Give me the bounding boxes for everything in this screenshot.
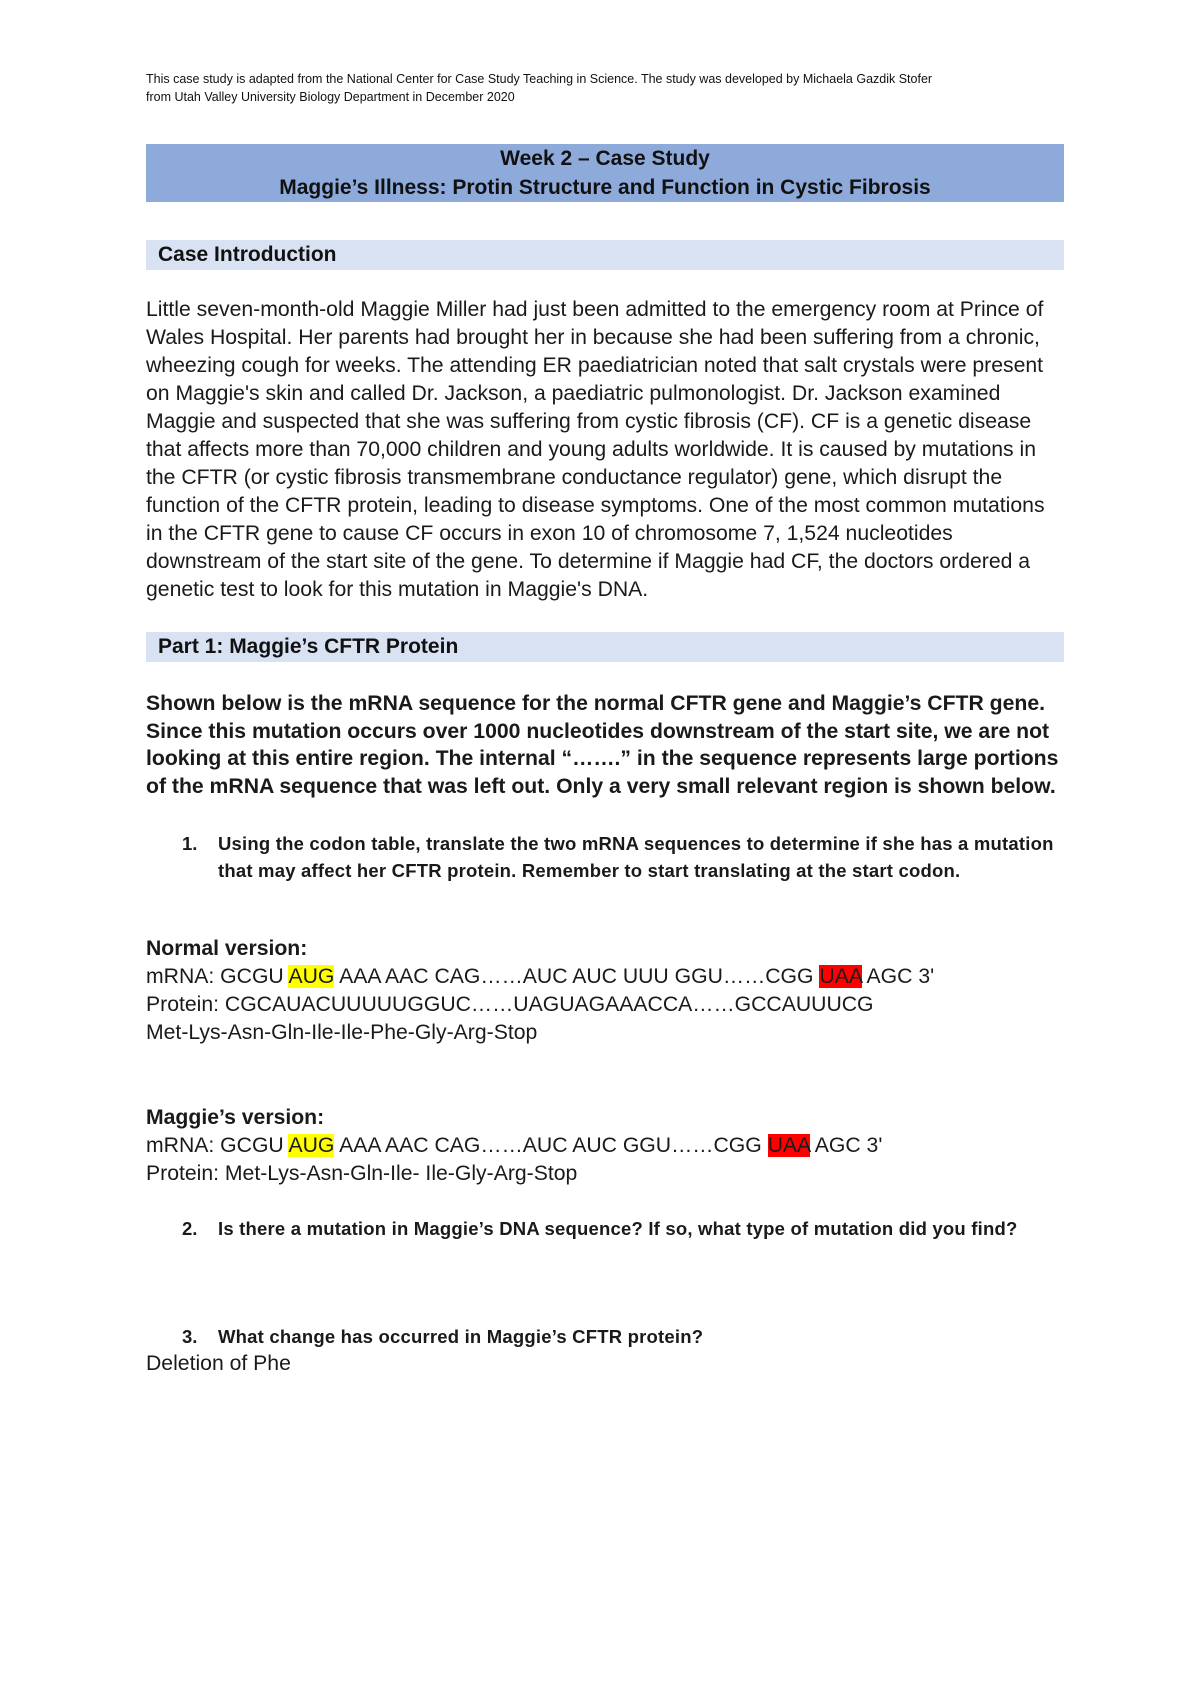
mrna-middle: AAA AAC CAG……AUC AUC GGU……CGG	[334, 1134, 768, 1157]
maggie-mrna-line	[146, 1132, 1064, 1160]
section-heading-part1	[146, 632, 1064, 662]
attribution-line-1: This case study is adapted from the National Center for Case Study Teaching in Science. The study was developed by Michaela Gazdik Stofer	[146, 72, 933, 86]
mrna-middle: AAA AAC CAG……AUC AUC UUU GGU……CGG	[334, 965, 820, 988]
normal-protein-line: Protein: CGCAUACUUUUUGGUC……UAGUAGAAACCA……GCCAUUUCG	[146, 993, 874, 1016]
question-number: 3.	[182, 1326, 198, 1347]
answer-3: Deletion of Phe	[146, 1352, 291, 1375]
maggie-protein-line: Protein: Met-Lys-Asn-Gln-Ile- Ile-Gly-Arg-Stop	[146, 1162, 578, 1185]
mrna-prefix: mRNA: GCGU	[146, 965, 289, 988]
question-3	[146, 1323, 1064, 1350]
title-main: Maggie’s Illness: Protin Structure and Function in Cystic Fibrosis	[279, 176, 931, 199]
question-1	[146, 830, 1064, 884]
mrna-suffix: AGC 3'	[861, 965, 935, 988]
title-week: Week 2 – Case Study	[500, 147, 710, 170]
start-codon-highlight: AUG	[288, 965, 335, 988]
section-heading-part1-label: Part 1: Maggie’s CFTR Protein	[158, 635, 459, 658]
section-heading-intro	[146, 240, 1064, 270]
intro-paragraph: Little seven-month-old Maggie Miller had just been admitted to the emergency room at Prince of Wales Hospital. Her parents had brought her in because she had been suffering from a chronic, wheezing cough for weeks. The attending ER paediatrician noted that salt crystals were present on Maggie's skin and called Dr. Jackson, a paediatric pulmonologist. Dr. Jackson examined Maggie and suspected that she was suffering from cystic fibrosis (CF). CF is a genetic disease that affects more than 70,000 children and young adults worldwide. It is caused by mutations in the CFTR (or cystic fibrosis transmembrane conductance regulator) gene, which disrupt the function of the CFTR protein, leading to disease symptoms. One of the most common mutations in the CFTR gene to cause CF occurs in exon 10 of chromosome 7, 1,524 nucleotides downstream of the start site of the gene. To determine if Maggie had CF, the doctors ordered a genetic test to look for this mutation in Maggie's DNA.	[146, 298, 1045, 601]
attribution-note	[146, 70, 1064, 106]
mrna-prefix: mRNA: GCGU	[146, 1134, 289, 1157]
start-codon-highlight: AUG	[288, 1134, 335, 1157]
stop-codon-highlight: UAA	[819, 965, 862, 988]
section-heading-intro-label: Case Introduction	[158, 243, 337, 266]
stop-codon-highlight: UAA	[767, 1134, 811, 1157]
question-text: What change has occurred in Maggie’s CFTR protein?	[218, 1326, 704, 1347]
attribution-line-2: from Utah Valley University Biology Department in December 2020	[146, 90, 515, 104]
mrna-suffix: AGC 3'	[810, 1134, 883, 1157]
normal-version-heading: Normal version:	[146, 937, 308, 960]
question-number: 1.	[182, 833, 198, 854]
maggie-version-heading: Maggie’s version:	[146, 1106, 325, 1129]
maggie-version-block	[146, 1104, 1064, 1188]
title-banner	[146, 144, 1064, 202]
question-number: 2.	[182, 1218, 198, 1239]
part1-lead-paragraph: Shown below is the mRNA sequence for the normal CFTR gene and Maggie’s CFTR gene. Since this mutation occurs over 1000 nucleotides downstream of the start site, we are not looking at this entire region. The internal “…….” in the sequence represents large portions of the mRNA sequence that was left out. Only a very small relevant region is shown below.	[146, 692, 1059, 798]
question-2	[146, 1215, 1064, 1242]
normal-mrna-line	[146, 963, 1064, 991]
normal-protein-aa-line: Met-Lys-Asn-Gln-Ile-Ile-Phe-Gly-Arg-Stop	[146, 1021, 538, 1044]
normal-version-block	[146, 935, 1064, 1047]
question-text: Using the codon table, translate the two mRNA sequences to determine if she has a mutation that may affect her CFTR protein. Remember to start translating at the start codon.	[218, 833, 1054, 881]
question-text: Is there a mutation in Maggie’s DNA sequence? If so, what type of mutation did you find?	[218, 1218, 1018, 1239]
